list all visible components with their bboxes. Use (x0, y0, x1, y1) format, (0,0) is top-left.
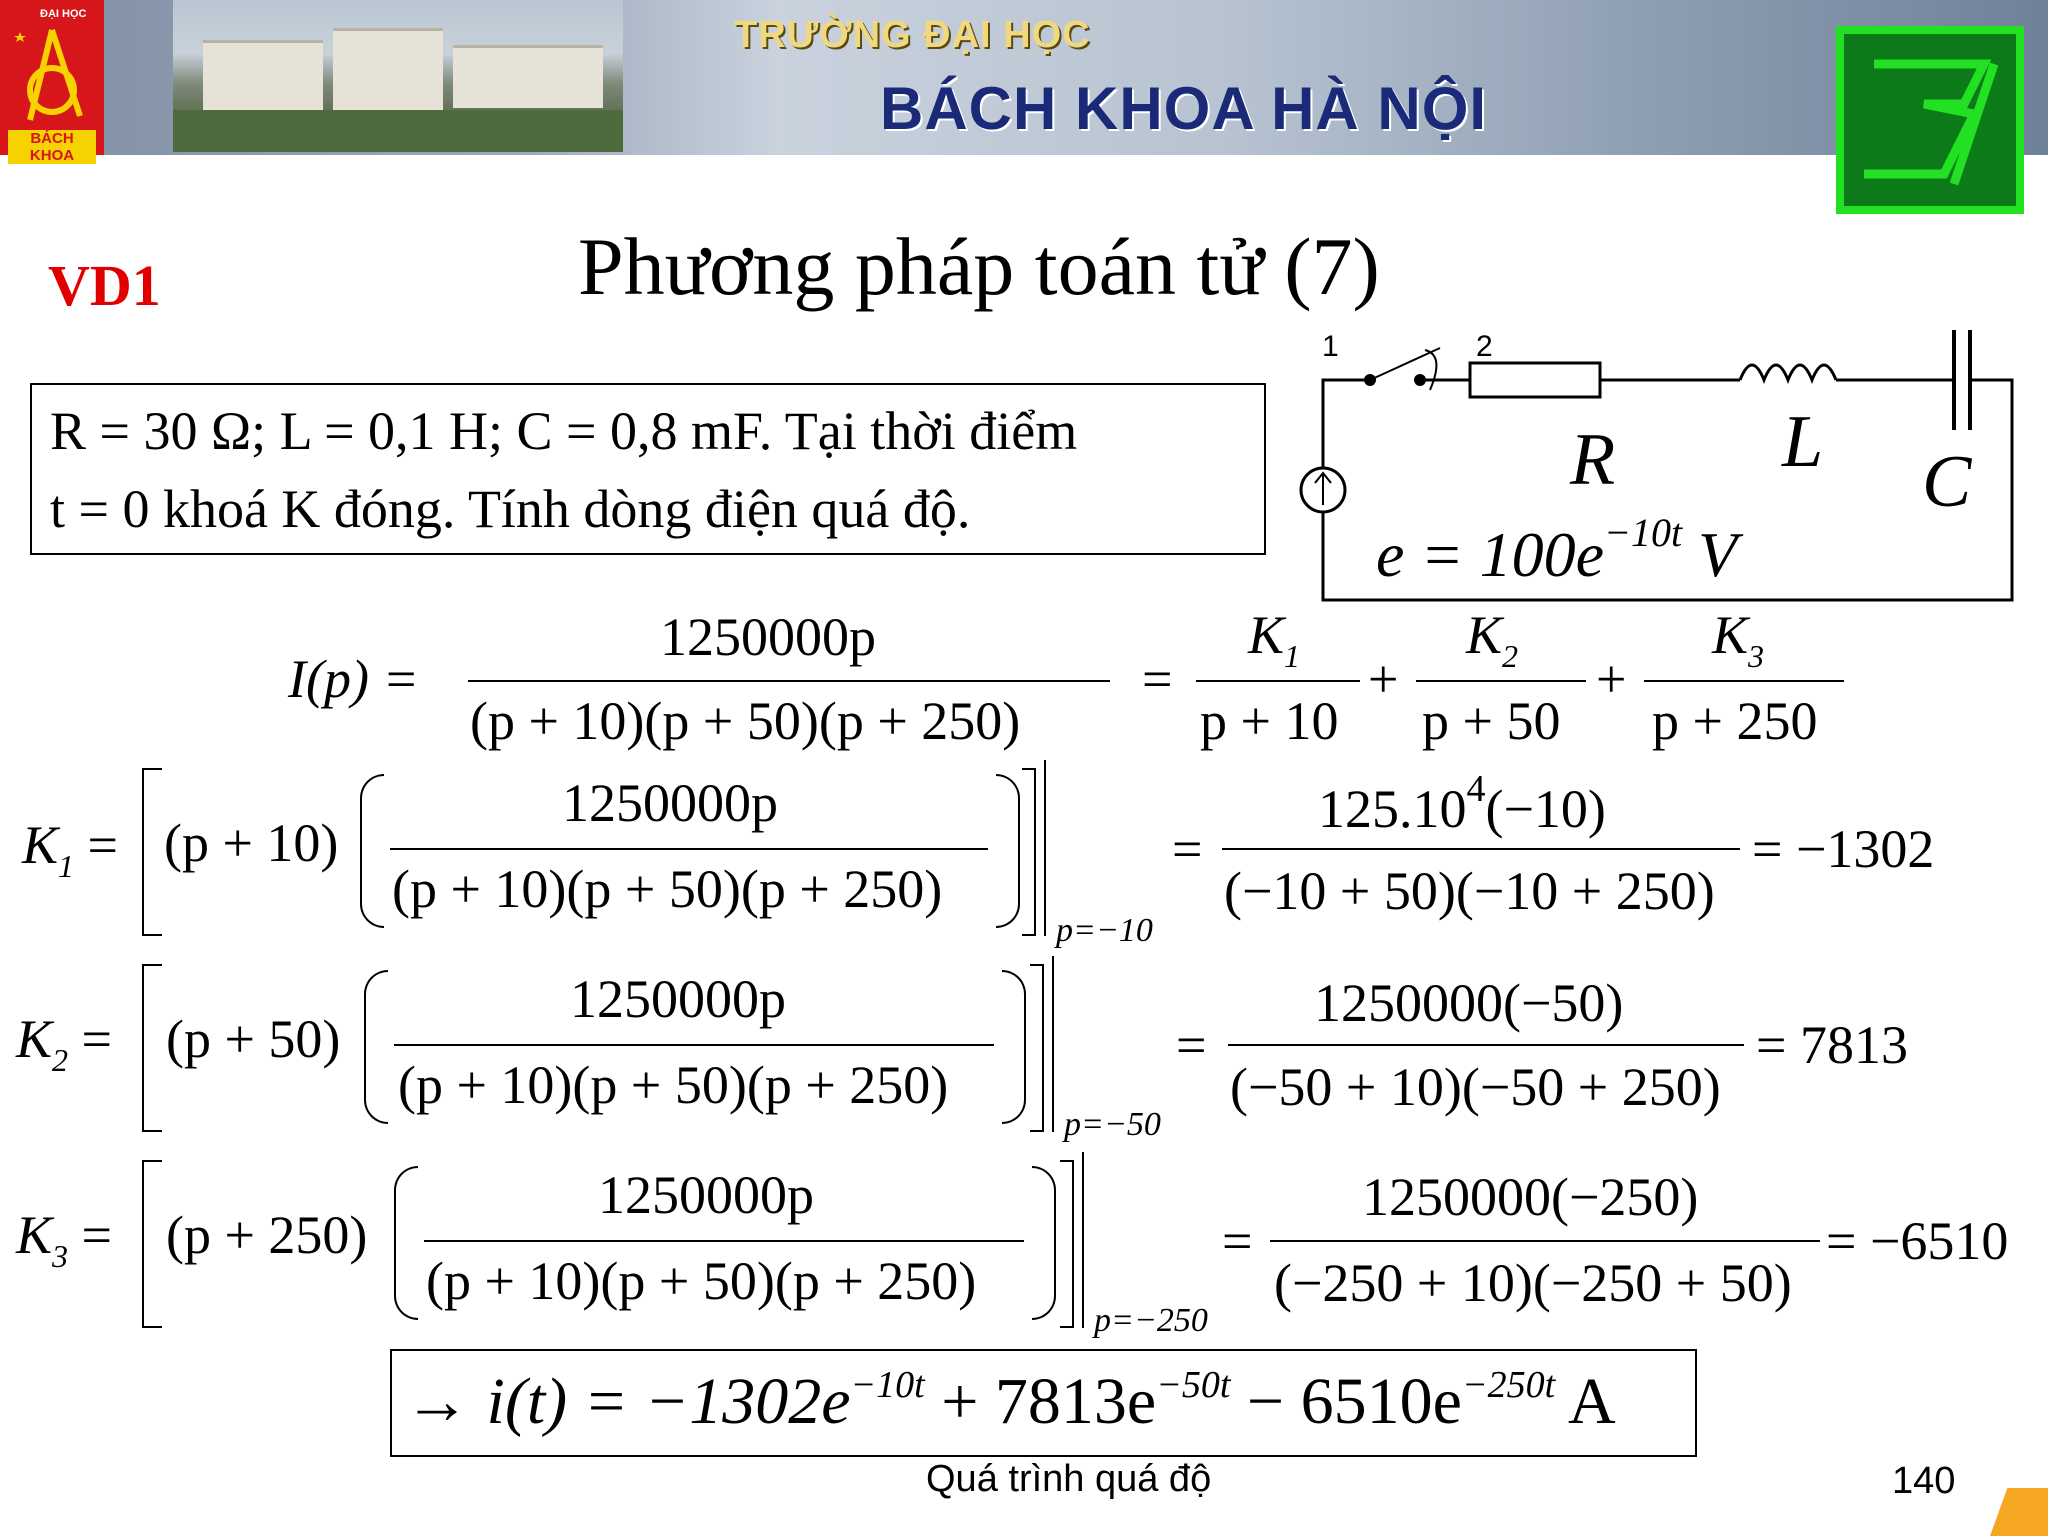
K3-partial-den: p + 250 (1652, 691, 1818, 751)
university-name-line2: BÁCH KHOA HÀ NỘI (880, 75, 1488, 142)
K3-partial-num: $K_3$ (1712, 605, 1765, 674)
K3-lhs: $K_3$ = (16, 1205, 112, 1274)
capacitor-label: C (1922, 441, 1972, 523)
K1-bracket-right (1022, 768, 1036, 936)
compass-emblem-icon (10, 20, 94, 130)
K2-frac-den: (p + 10)(p + 50)(p + 250) (398, 1055, 949, 1115)
result-equation: → $i(t) = -1302e^{-10t} + 7813e^{-50t} - 6510e^{-250t}$ A (404, 1364, 1616, 1438)
K2-result-num: 1250000(−50) (1314, 973, 1624, 1033)
corner-decoration (1990, 1488, 2048, 1536)
K2-frac-line (394, 1044, 994, 1046)
Ip-lhs: I(p) = (288, 649, 419, 709)
plus-2: + (1596, 649, 1627, 709)
K3-frac-den: (p + 10)(p + 50)(p + 250) (426, 1251, 977, 1311)
K1-bracket-left (142, 768, 162, 936)
K3-bracket-right (1060, 1160, 1074, 1328)
K3-partial-line (1644, 680, 1844, 682)
K2-lhs: $K_2$ = (16, 1009, 112, 1078)
problem-line-2: t = 0 khoá K đóng. Tính dòng điện quá độ. (50, 479, 971, 539)
K3-frac-num: 1250000p (598, 1165, 814, 1225)
Ip-fraction-line (468, 680, 1110, 682)
K2-value: = 7813 (1756, 1015, 1908, 1075)
K1-eval-bar (1044, 760, 1046, 936)
K1-result-den: (−10 + 50)(−10 + 250) (1224, 861, 1715, 921)
K1-eval-point: p=−10 (1056, 912, 1153, 949)
K1-equals: = (1172, 819, 1203, 879)
logo-bottom-text: BÁCH KHOA (8, 130, 96, 164)
K1-partial-line (1196, 680, 1360, 682)
K2-bracket-right (1030, 964, 1044, 1132)
K3-paren-right (1032, 1166, 1056, 1320)
faculty-logo-icon (1844, 34, 2016, 206)
K3-paren-left (394, 1166, 418, 1320)
K3-bracket-left (142, 1160, 162, 1328)
K2-bracket-left (142, 964, 162, 1132)
K3-equals: = (1222, 1211, 1253, 1271)
K3-result-den: (−250 + 10)(−250 + 50) (1274, 1253, 1792, 1313)
slide-title: Phương pháp toán tử (7) (578, 221, 1380, 312)
K2-partial-line (1416, 680, 1586, 682)
source-equation: $e = 100e^{-10t}$ V (1376, 510, 1738, 590)
K1-factor: (p + 10) (164, 813, 339, 873)
faculty-logo (1836, 26, 2024, 214)
inductor-label: L (1782, 401, 1824, 483)
K2-equals: = (1176, 1015, 1207, 1075)
K2-eval-point: p=−50 (1064, 1106, 1161, 1143)
K1-result-num: $125.10^4(-10)$ (1318, 768, 1606, 839)
problem-line-1: R = 30 Ω; L = 0,1 H; C = 0,8 mF. Tại thời điểm (50, 401, 1078, 461)
K1-paren-right (996, 774, 1020, 928)
Ip-denominator: (p + 10)(p + 50)(p + 250) (470, 691, 1021, 751)
K3-factor: (p + 250) (166, 1205, 368, 1265)
K1-partial-num: $K_1$ (1248, 605, 1301, 674)
K2-eval-bar (1052, 956, 1054, 1132)
K2-partial-den: p + 50 (1422, 691, 1561, 751)
example-label: VD1 (48, 253, 161, 318)
logo-top-text: ĐẠI HỌC (40, 8, 87, 20)
K2-partial-num: $K_2$ (1466, 605, 1519, 674)
campus-photo (173, 0, 623, 152)
plus-1: + (1368, 649, 1399, 709)
Ip-numerator: 1250000p (660, 607, 876, 667)
resistor-label: R (1570, 419, 1616, 501)
K3-result-line (1270, 1240, 1820, 1242)
K2-paren-left (364, 970, 388, 1124)
footer-text: Quá trình quá độ (926, 1458, 1212, 1500)
K1-paren-left (360, 774, 384, 928)
K2-paren-right (1002, 970, 1026, 1124)
K3-eval-bar (1082, 1152, 1084, 1328)
Ip-equals: = (1142, 649, 1173, 709)
K1-frac-line (390, 848, 988, 850)
switch-position-1: 1 (1322, 330, 1339, 363)
K2-factor: (p + 50) (166, 1009, 341, 1069)
K1-result-line (1222, 848, 1740, 850)
K3-result-num: 1250000(−250) (1362, 1167, 1699, 1227)
switch-position-2: 2 (1476, 330, 1493, 363)
K2-result-den: (−50 + 10)(−50 + 250) (1230, 1057, 1721, 1117)
K3-eval-point: p=−250 (1094, 1302, 1208, 1339)
K2-frac-num: 1250000p (570, 969, 786, 1029)
page-number: 140 (1892, 1460, 1956, 1502)
K2-result-line (1228, 1044, 1744, 1046)
K3-value: = −6510 (1826, 1211, 2009, 1271)
university-name-line1: TRƯỜNG ĐẠI HỌC (734, 14, 1091, 56)
K1-value: = −1302 (1752, 819, 1935, 879)
K1-frac-num: 1250000p (562, 773, 778, 833)
K3-frac-line (424, 1240, 1024, 1242)
K1-frac-den: (p + 10)(p + 50)(p + 250) (392, 859, 943, 919)
K1-lhs: $K_1$ = (22, 815, 118, 884)
K1-partial-den: p + 10 (1200, 691, 1339, 751)
